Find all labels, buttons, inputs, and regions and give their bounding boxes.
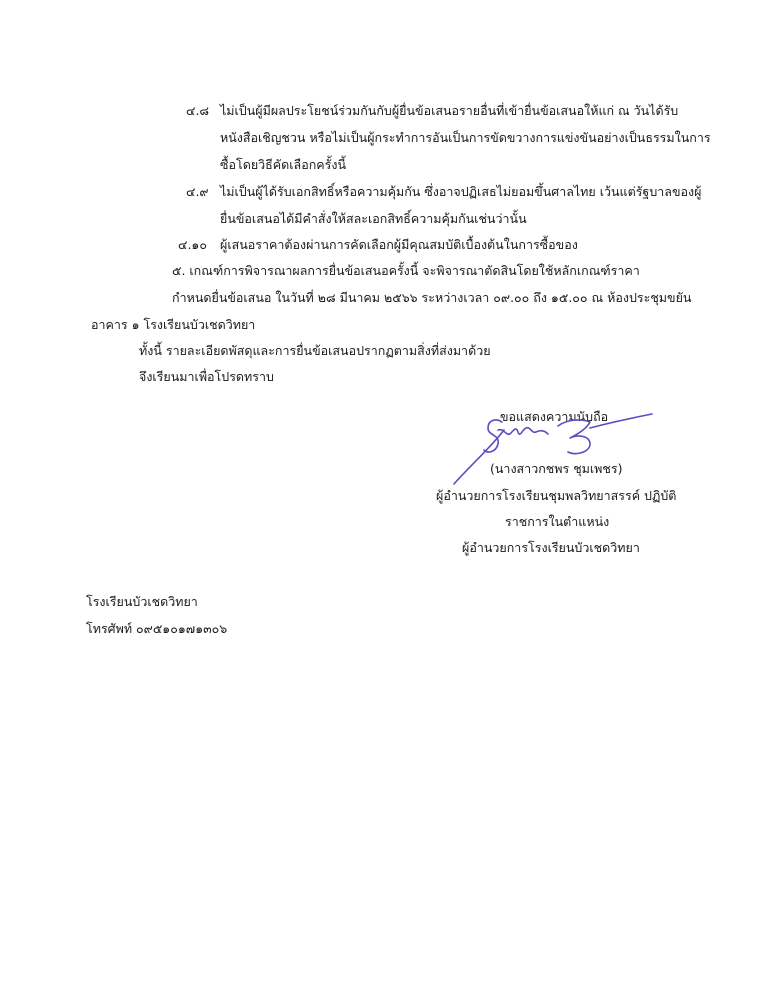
details-note: ทั้งนี้ รายละเอียดพัสดุและการยื่นข้อเสนอปรากฏตามสิ่งที่ส่งมาด้วย	[139, 343, 491, 358]
signer-name: (นางสาวกชพร ชุมเพชร)	[490, 461, 623, 476]
clause-4-9-line-1: ไม่เป็นผู้ได้รับเอกสิทธิ์หรือความคุ้มกัน ซึ่งอาจปฏิเสธไม่ยอมขึ้นศาลไทย เว้นแต่รัฐบาลของผู้	[220, 184, 702, 199]
signer-position-line-3: ผู้อำนวยการโรงเรียนบัวเชดวิทยา	[462, 540, 640, 555]
handwritten-signature	[440, 408, 655, 488]
footer-phone: โทรศัพท์ ๐๙๕๑๐๑๗๑๓๐๖	[86, 621, 228, 636]
clause-4-10-number: ๔.๑๐	[178, 237, 207, 252]
signer-position-line-1: ผู้อำนวยการโรงเรียนชุมพลวิทยาสรรค์ ปฏิบัติ	[436, 488, 677, 503]
salutation: ขอแสดงความนับถือ	[500, 409, 609, 424]
closing-note: จึงเรียนมาเพื่อโปรดทราบ	[139, 369, 274, 384]
clause-4-10-line-1: ผู้เสนอราคาต้องผ่านการคัดเลือกผู้มีคุณสมบัติเบื้องต้นในการซื้อของ	[220, 237, 578, 252]
submission-schedule-line-2: อาคาร ๑ โรงเรียนบัวเชดวิทยา	[91, 317, 256, 332]
clause-4-8-number: ๔.๘	[186, 103, 210, 118]
evaluation-criteria: ๕. เกณฑ์การพิจารณาผลการยื่นข้อเสนอครั้งนี้ จะพิจารณาตัดสินโดยใช้หลักเกณฑ์ราคา	[172, 263, 640, 278]
clause-4-8-line-2: หนังสือเชิญชวน หรือไม่เป็นผู้กระทำการอันเป็นการขัดขวางการแข่งขันอย่างเป็นธรรมในการ	[220, 130, 711, 145]
clause-4-9-line-2: ยื่นข้อเสนอได้มีคำสั่งให้สละเอกสิทธิ์ความคุ้มกันเช่นว่านั้น	[220, 211, 527, 226]
clause-4-8-line-1: ไม่เป็นผู้มีผลประโยชน์ร่วมกันกับผู้ยื่นข้อเสนอรายอื่นที่เข้ายื่นข้อเสนอให้แก่ ณ วันได้รับ	[220, 103, 679, 118]
footer-school-name: โรงเรียนบัวเชดวิทยา	[86, 594, 198, 609]
clause-4-9-number: ๔.๙	[186, 184, 209, 199]
submission-schedule-line-1: กำหนดยื่นข้อเสนอ ในวันที่ ๒๘ มีนาคม ๒๕๖๖ ระหว่างเวลา ๐๙.๐๐ ถึง ๑๕.๐๐ ณ ห้องประชุมขยัน	[172, 290, 692, 305]
signer-position-line-2: ราชการในตำแหน่ง	[505, 514, 610, 529]
clause-4-8-line-3: ซื้อโดยวิธีคัดเลือกครั้งนี้	[220, 157, 347, 172]
